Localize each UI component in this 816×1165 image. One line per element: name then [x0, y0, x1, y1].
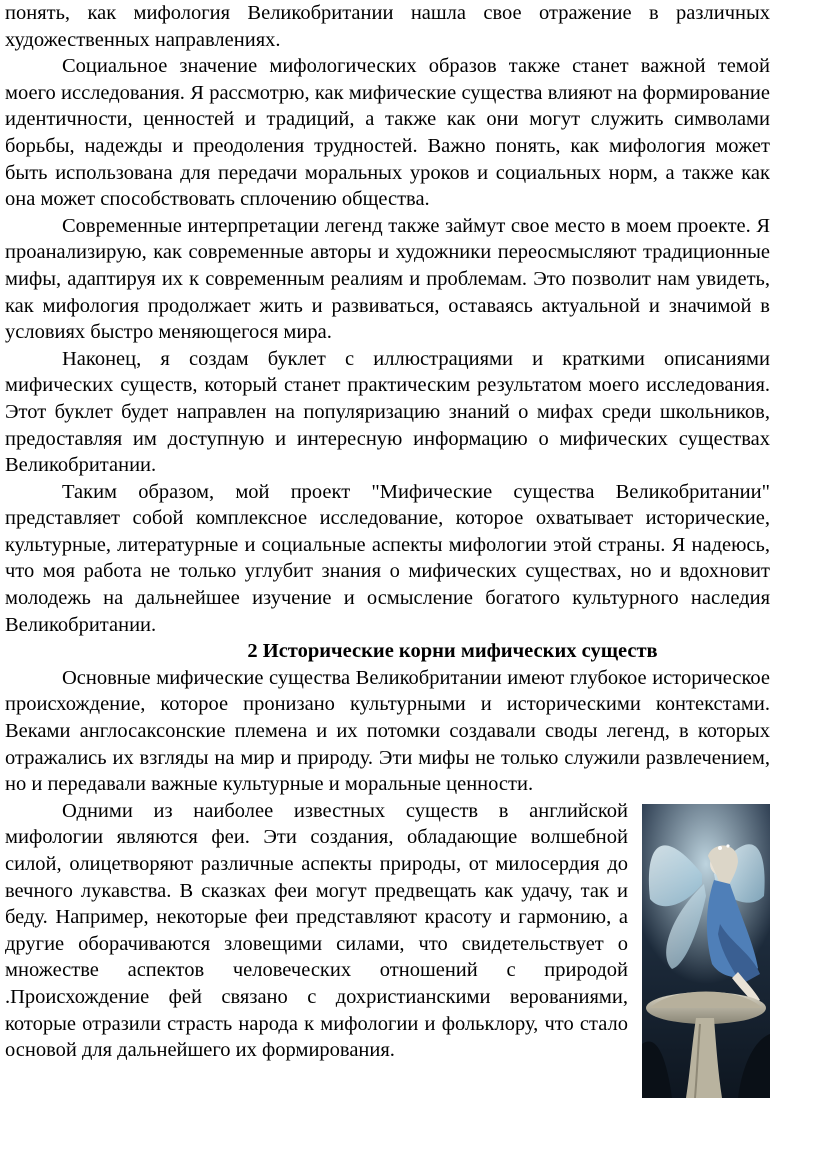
section-heading: 2 Исторические корни мифических существ: [247, 640, 658, 663]
fairy-illustration: [642, 804, 770, 1098]
paragraph-fairies: Одними из наиболее известных существ в английской мифологии являются феи. Эти создания, обладающие волшебной силой, олицетворяют различные аспекты природы, от милосердия до вечного лукавства. В сказках феи могут предвещать как удачу, так и беду. Например, некоторые феи представляют красоту и гармонию, а другие оборачиваются зловещими силами, что свидетельствует о множестве аспектов человеческих отношений с природой .Происхождение фей связано с дохристианскими верованиями, которые отразили страсть народа к мифологии и фольклору, что стало основой для дальнейшего их формирования.: [5, 799, 628, 1062]
paragraph-booklet: Наконец, я создам буклет с иллюстрациями и краткими описаниями мифических существ, который станет практическим результатом моего исследования. Этот буклет будет направлен на популяризацию знаний о мифах среди школьников, предоставляя им доступную и интересную информацию о мифических существах Великобритании.: [5, 347, 770, 477]
section-body: [5, 665, 770, 1064]
document-page: [5, 0, 770, 1102]
paragraph-modern-interpretations: Современные интерпретации легенд также займут свое место в моем проекте. Я проанализирую, как современные авторы и художники переосмысляют традиционные мифы, адаптируя их к современным реалиям и проблемам. Это позволит нам увидеть, как мифология продолжает жить и развиваться, оставаясь актуальной и значимой в условиях быстро меняющегося мира.: [5, 214, 770, 344]
paragraph-historical-origins: Основные мифические существа Великобритании имеют глубокое историческое происхождение, которое пронизано культурными и историческими контекстами. Веками англосаксонские племена и их потомки создавали своды легенд, в которых отражались их взгляды на мир и природу. Эти мифы не только служили развлечением, но и передавали важные культурные и моральные ценности.: [5, 666, 770, 796]
paragraph-social-meaning: Социальное значение мифологических образов также станет важной темой моего исследования. Я рассмотрю, как мифические существа влияют на формирование идентичности, ценностей и традиций, а также как они могут служить символами борьбы, надежды и преодоления трудностей. Важно понять, как мифология может быть использована для передачи моральных уроков и социальных норм, а также как она может способствовать сплочению общества.: [5, 55, 770, 211]
paragraph-conclusion: Таким образом, мой проект "Мифические существа Великобритании" представляет собой комплексное исследование, которое охватывает исторические, культурные, литературные и социальные аспекты мифологии этой страны. Я надеюсь, что моя работа не только углубит знания о мифических существах, но и вдохновит молодежь на дальнейшее изучение и осмысление богатого культурного наследия Великобритании.: [5, 480, 770, 636]
intro-continuation: понять, как мифология Великобритании нашла свое отражение в различных художественных направлениях.: [5, 2, 770, 51]
